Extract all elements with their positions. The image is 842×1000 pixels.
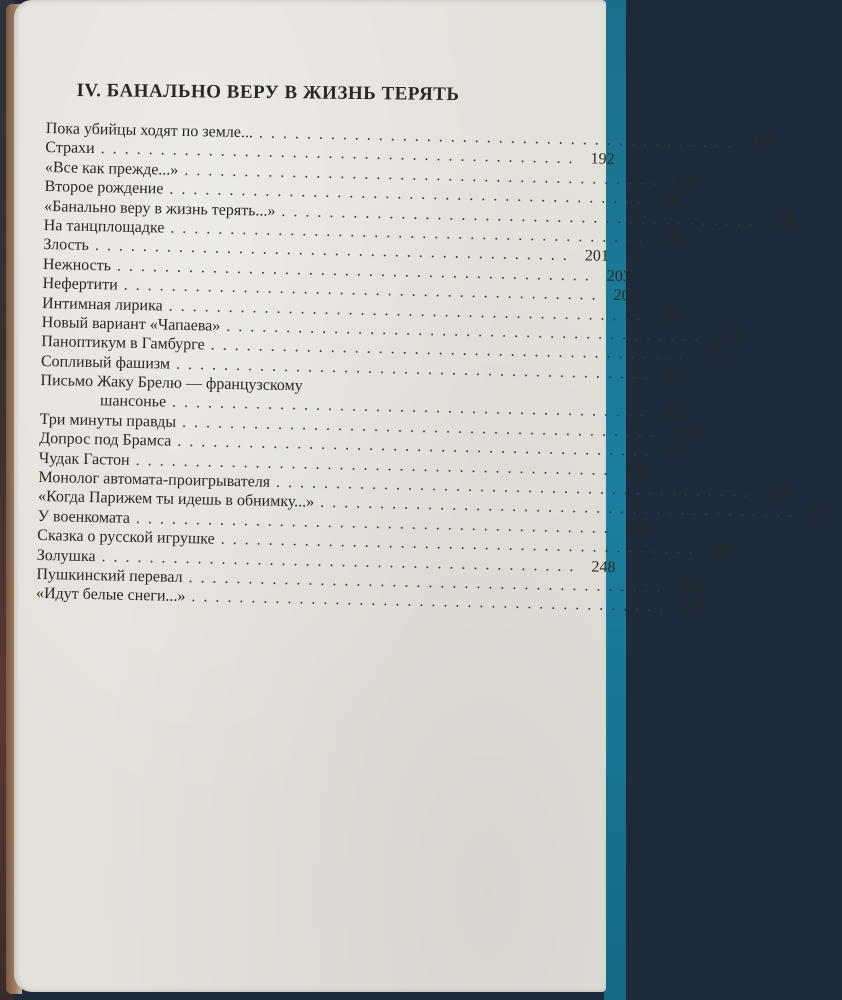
entry-title: Второе рождение <box>44 178 164 198</box>
entry-page-number: 227 <box>667 443 692 461</box>
entry-page-number: 234 <box>765 484 791 502</box>
entry-page-number: 237 <box>809 504 835 523</box>
entry-title: Допрос под Брамса <box>39 430 172 450</box>
entry-title: «Все как прежде...» <box>44 158 179 179</box>
entry-title: Чудак Гастон <box>38 449 130 469</box>
entry-title: Пока убийцы ходят по земле... <box>45 119 254 142</box>
entry-page-number: 204 <box>613 287 638 305</box>
entry-title-line1: Письмо Жаку Брелю — французскому <box>40 372 303 395</box>
entry-page-number: 219 <box>661 404 687 422</box>
entry-page-number: 240 <box>625 520 651 538</box>
entry-title: «Идут белые снеги...» <box>35 585 186 606</box>
entry-page-number: 192 <box>590 150 615 169</box>
entry-page-number: 187 <box>748 134 773 153</box>
entry-title: Интимная лирика <box>41 294 163 314</box>
entry-page-number: 231 <box>625 461 650 480</box>
entry-page-number: 248 <box>591 558 616 576</box>
section-title: IV. БАНАЛЬНО ВЕРУ В ЖИЗНЬ ТЕРЯТЬ <box>76 79 460 106</box>
entry-page-number: 199 <box>660 229 685 248</box>
entry-title: Сопливый фашизм <box>40 352 171 373</box>
entry-title: Пушкинский перевал <box>36 565 183 586</box>
entry-title: Злость <box>43 236 90 255</box>
entry-page-number: 194 <box>674 171 699 190</box>
entry-page-number: 196 <box>659 191 684 209</box>
entry-title: «Когда Парижем ты идешь в обнимку...» <box>37 488 315 512</box>
entry-title: На танцплощадке <box>43 216 165 237</box>
entry-title: Паноптикум в Гамбурге <box>41 333 205 354</box>
entry-page-number: 198 <box>771 212 796 231</box>
entry-title: Нежность <box>42 255 112 275</box>
entry-page-number: 207 <box>658 307 683 325</box>
entry-title: У военкомата <box>37 507 131 527</box>
entry-title: Новый вариант «Чапаева» <box>41 313 221 335</box>
entry-title: Золушка <box>36 546 96 565</box>
entry-page-number: 211 <box>701 347 725 365</box>
toc-list <box>35 119 835 617</box>
entry-page-number: 258 <box>681 598 706 617</box>
table-of-contents <box>35 79 835 617</box>
entry-title: Три минуты правды <box>39 410 177 431</box>
entry-page-number: 250 <box>678 579 703 597</box>
entry-page-number: 209 <box>716 327 741 346</box>
entry-page-number: 203 <box>606 267 632 286</box>
entry-page-number: 201 <box>584 247 609 266</box>
entry-title: Нефертити <box>42 275 118 294</box>
entry-title: «Банально веру в жизнь терять...» <box>43 197 276 220</box>
entry-title-line2: шансонье <box>99 392 167 412</box>
entry-title: Монолог автомата-проигрывателя <box>38 468 271 491</box>
entry-title: Сказка о русской игрушке <box>37 527 215 548</box>
entry-page-number: 242 <box>710 541 735 559</box>
entry-page-number: 224 <box>671 424 697 442</box>
entry-page-number: 215 <box>665 365 691 384</box>
book-page <box>14 0 835 992</box>
entry-title: Страхи <box>45 139 95 158</box>
